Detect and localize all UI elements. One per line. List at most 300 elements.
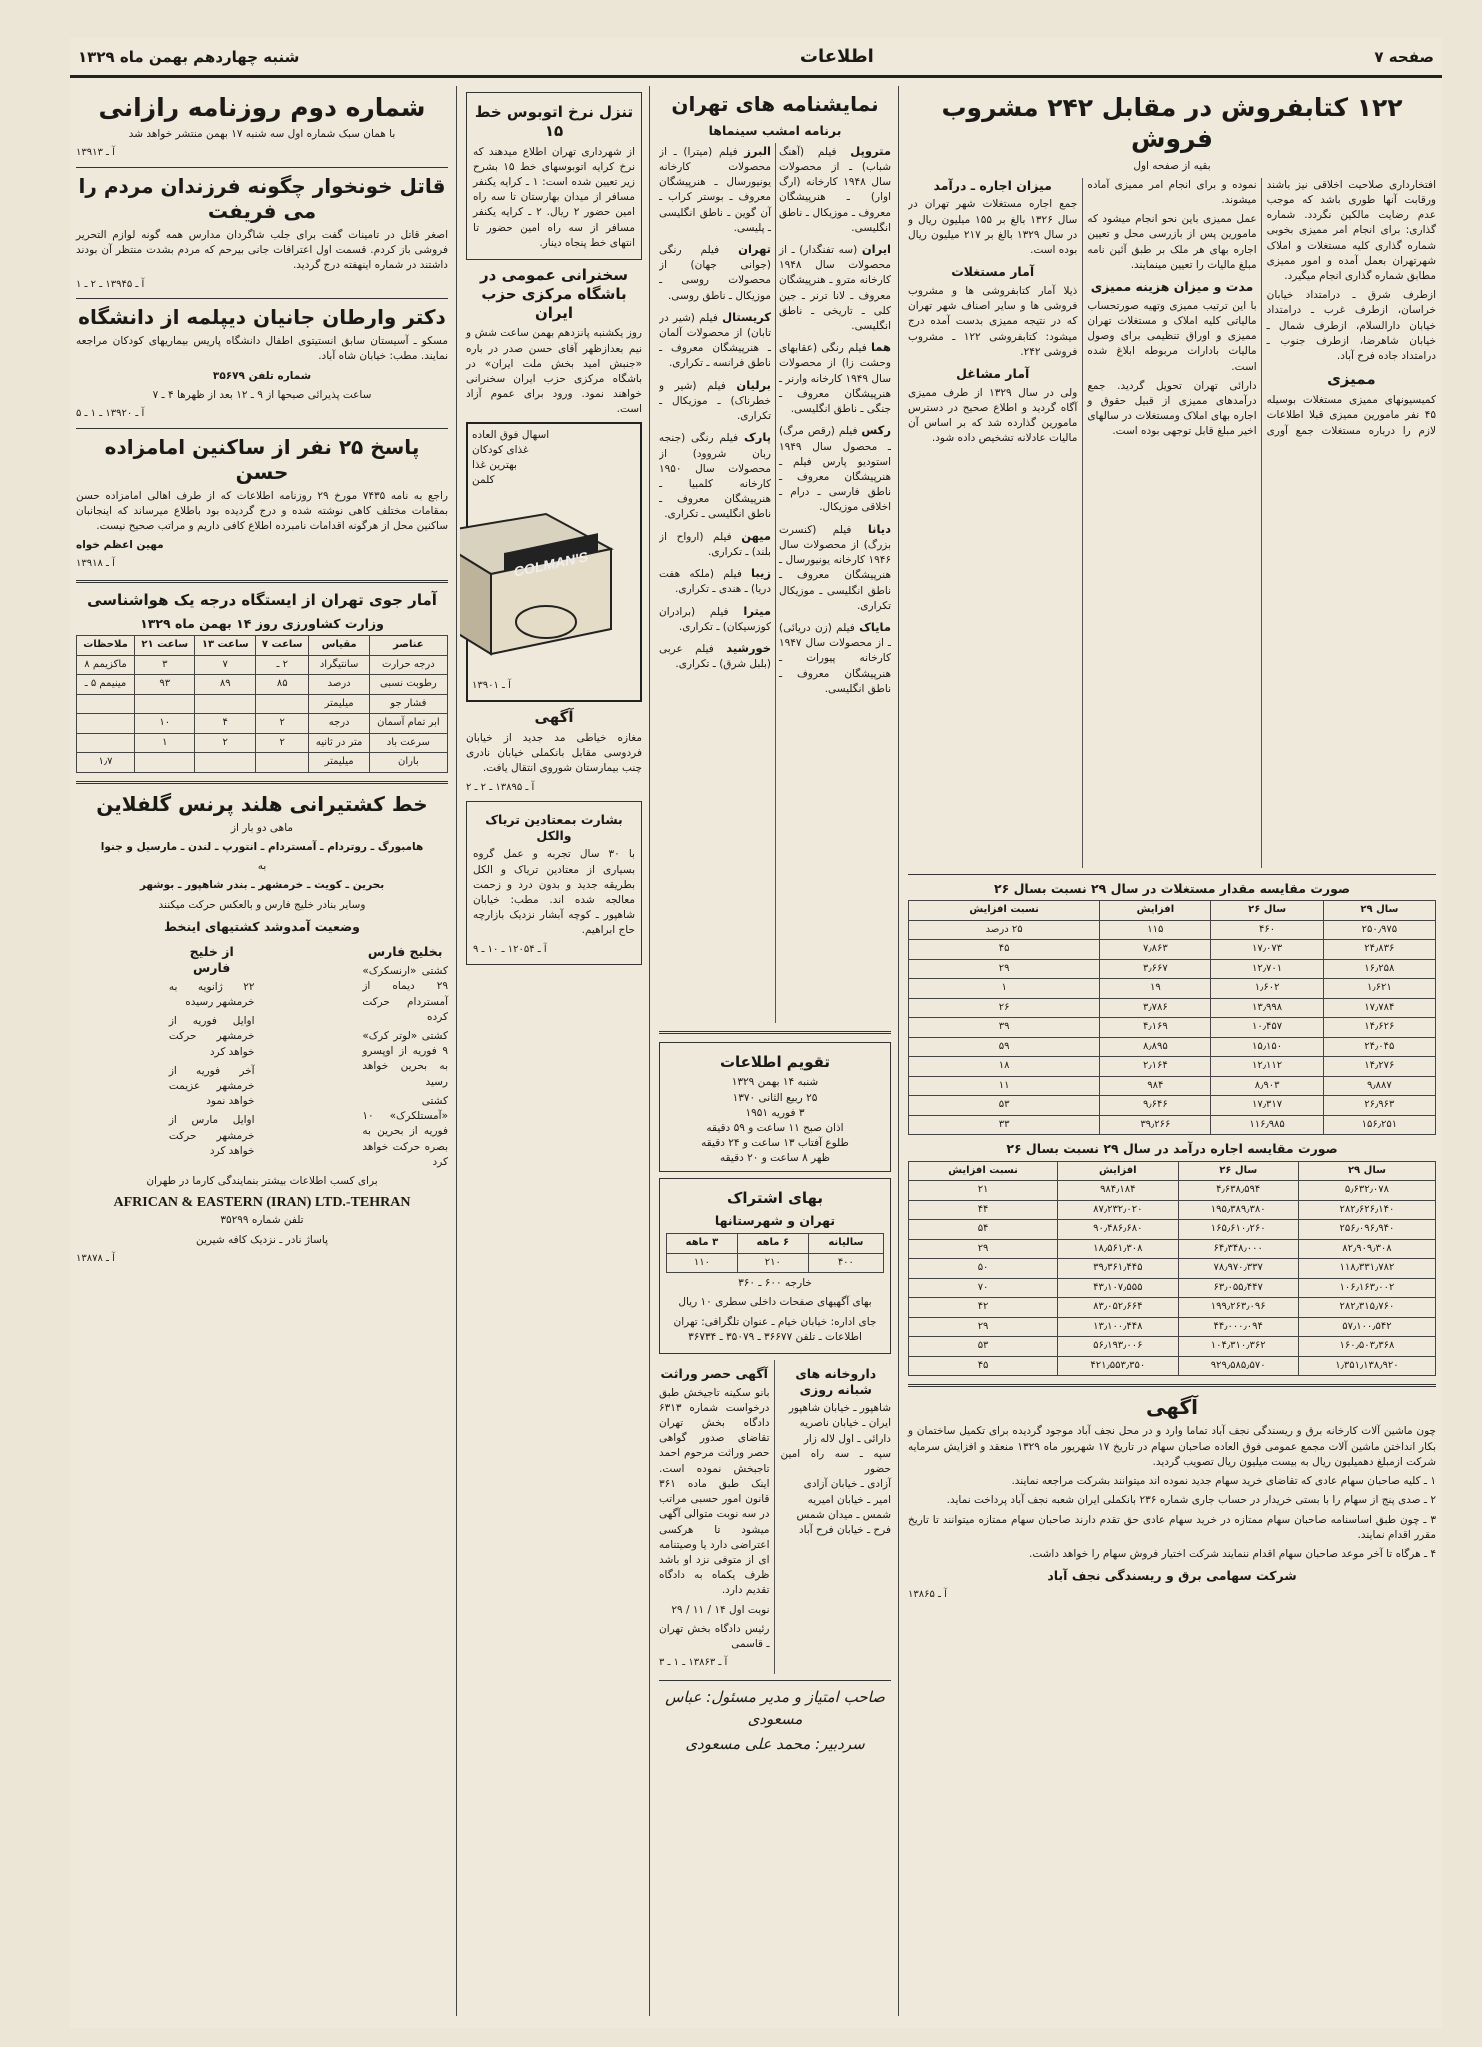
table-cell [255, 694, 309, 714]
cinema-description: فیلم رنگی (جوانی جهان) از محصولات روسی ـ موزیکال ـ ناطق روسی. [659, 243, 771, 302]
subscription-title: بهای اشتراک [727, 1188, 823, 1207]
table-cell: ماکزیمم ۸ [77, 655, 135, 675]
table-cell: ۴ [195, 714, 255, 734]
table-header-cell: ملاحظات [77, 636, 135, 656]
pharmacy-item: ایران ـ خیابان ناصریه [799, 1417, 891, 1430]
subscription-box [659, 1178, 891, 1354]
issue-date: شنبه چهاردهم بهمن ماه ۱۳۲۹ [78, 47, 300, 66]
cinema-listing [659, 377, 771, 425]
weather-table [76, 635, 448, 773]
table-cell: ۲ [195, 733, 255, 753]
cinema-description: فیلم (زن دریائی) ـ از محصولات سال ۱۹۴۷ کارخانه پیورات ـ هنرپیشگان معروف ـ ناطق انگلیسی. [779, 621, 891, 695]
reply-body: راجع به نامه ۷۴۳۵ مورخ ۲۹ روزنامه اطلاعات که از طرف اهالی امامزاده حسن بمقامات مختلف کاهی نوشته شده و درج گردیده بود باطلاع میرساند که اینجانبان ساکنین محل از هرگونه اقدامات نامبرده اطلاع کافی داریم و مراتب صحیح نیست. [76, 489, 448, 532]
calendar-line: ۳ فوریه ۱۹۵۱ [745, 1106, 805, 1119]
shipping-ports: هامبورگ ـ روتردام ـ آمستردام ـ انتورپ ـ لندن ـ مارسیل و جنوا [100, 840, 424, 853]
cinema-name: هما [870, 340, 891, 355]
table-header-cell: نسبت افزایش [909, 1161, 1058, 1181]
table-row [909, 1200, 1436, 1220]
table-cell: ۱۶۰٫۵۰۳٫۳۶۸ [1298, 1337, 1435, 1357]
pharmacy-item: امیر ـ خیابان امیریه [807, 1493, 891, 1506]
addiction-ad-code: آ ـ ۱۲۰۵۴ ـ ۱۰ ـ ۹ [473, 943, 547, 955]
cinema-description: فیلم (میترا) ـ از محصولات کارخانه یونیورسال ـ هنرپیشگان معروف ـ بوستر کراب ـ آن گوین ـ ناطق انگلیسی ـ پلیسی. [659, 145, 771, 234]
table-cell: ۱۷٫۷۸۴ [1323, 998, 1435, 1018]
subscription-foreign: خارجه ۶۰۰ ـ ۳۶۰ [738, 1277, 812, 1290]
table-cell: ۵۶٫۱۹۳٫۰۰۶ [1058, 1337, 1178, 1357]
table-cell: ۲۶٫۹۶۳ [1323, 1096, 1435, 1116]
table-cell: ۸۵ [255, 675, 309, 695]
table-cell: ۱٫۳۵۱٫۱۳۸٫۹۲۰ [1298, 1356, 1435, 1376]
inheritance-body: بانو سکینه تاجیخش طبق درخواست شماره ۶۳۱۳ دادگاه بخش تهران تقاضای صدور گواهی حصر وراثت مرحوم احمد تاجبخش نموده است. اینک طبق ماده ۳۶۱ قانون امور حسبی مراتب در سه نوبت متوالی آگهی میشود تا هرکسی اعتراضی دارد یا وصیتنامه ای از متوفی نزد او باشد ظرف یکماه به دادگاه تقدیم دارد. [659, 1386, 770, 1597]
table-cell: فشار جو [369, 694, 447, 714]
brand-label: COLMAN'S [513, 548, 589, 581]
cinema-description: فیلم (ملکه هفت دریا) ـ هندی ـ تکراری. [659, 568, 771, 596]
subscription-subtitle: تهران و شهرستانها [714, 1213, 836, 1229]
addiction-ad-title: بشارت بمعتادین تریاک والکل [485, 812, 623, 843]
table-cell: متر در ثانیه [309, 733, 369, 753]
addiction-ad [466, 801, 642, 965]
pharmacy-item: آزادی ـ خیابان آزادی [803, 1478, 891, 1491]
table-cell: ۹٫۸۸۷ [1323, 1076, 1435, 1096]
ship-entry: کشتی «لوتر کرک» ۹ فوریه از اوپسرو به بحرین خواهد رسید [362, 1029, 448, 1088]
shipping-status: وضعیت آمدوشد کشتیهای اینخط [164, 918, 360, 934]
table-cell: ۱۰ [135, 714, 195, 734]
reply-sign: مهین اعظم خواه [76, 539, 164, 552]
table-cell: ۱۲٫۷۰۱ [1211, 959, 1323, 979]
table-cell: ۲۶ [909, 998, 1100, 1018]
table2-title: صورت مقایسه اجاره درآمد در سال ۲۹ نسبت بسال ۲۶ [1006, 1141, 1338, 1157]
tailor-notice-title: آگهی [534, 708, 574, 727]
cinema-listing [779, 241, 891, 334]
inheritance-notice [659, 1360, 775, 1674]
lecture-title: سخنرانی عمومی در باشگاه مرکزی حزب ایران [480, 266, 628, 322]
article-paragraph: کمیسیونهای ممیزی مستغلات بوسیله ۴۵ نفر مامورین ممیزی قبلا اطلاعات لازم را درباره مستغلات جمع آوری نموده و برای انجام امر ممیزی آماده میشوند. [1087, 178, 1436, 437]
table-cell [135, 753, 195, 773]
table-cell: ۳ [135, 655, 195, 675]
cinema-listing [659, 241, 771, 304]
colmans-ad-text [472, 428, 636, 489]
cinema-listing [779, 339, 891, 417]
doctor-headline: دکتر وارطان جانیان دیپلمه از دانشگاه [78, 305, 446, 330]
cinema-name: مایاک [859, 619, 891, 634]
from-gulf-list [76, 938, 255, 1173]
table-cell: ۲۸۲٫۳۱۵٫۷۶۰ [1298, 1298, 1435, 1318]
table-cell: رطوبت نسبی [369, 675, 447, 695]
cinema-name: دیانا [867, 521, 891, 536]
cinema-name: البرز [744, 143, 771, 158]
killer-headline: قاتل خونخوار چگونه فرزندان مردم را می فریفت [78, 173, 446, 223]
article-paragraph: ولی در سال ۱۳۲۹ از طرف ممیزی آگاه گردید و اطلاع صحیح در دسترس مامورین گذارده شد که بر اساس آن مالیات عادلانه تشخیص داده شود. [908, 386, 1078, 445]
table-cell: ۸۷٫۲۳۲٫۰۲۰ [1058, 1200, 1178, 1220]
table-cell: ۱۸٫۵۶۱٫۳۰۸ [1058, 1239, 1178, 1259]
notice-items [908, 1474, 1436, 1562]
table-cell: ۱۱۸٫۳۳۱٫۷۸۲ [1298, 1259, 1435, 1279]
cinema-name: خورشید [726, 640, 771, 655]
calendar-line: شنبه ۱۴ بهمن ۱۳۲۹ [731, 1076, 819, 1089]
cinema-listing [779, 521, 891, 614]
colmans-ad-line: کلمن [472, 474, 495, 487]
notice-title: آگهی [1146, 1395, 1198, 1420]
table-row [909, 1181, 1436, 1201]
table-cell: باران [369, 753, 447, 773]
table-cell: ۲٫۱۶۴ [1100, 1057, 1211, 1077]
killer-body: اصغر قاتل در تامینات گفت برای جلب شاگردان مدارس همه گونه لوازم التحریر فروشی باز کردم. قسمت اول اعترافات جانی بیرحم که مردم بشدت منتظر آن بودند داشتند در شماره اینهفته درج گردید. [76, 228, 448, 272]
table-cell: ۱۴٫۲۷۶ [1323, 1057, 1435, 1077]
table-cell: ۲ [255, 714, 309, 734]
table-row [77, 675, 448, 695]
ship-entry: اوایل مارس از خرمشهر حرکت خواهد کرد [168, 1114, 255, 1157]
table-cell: ۲۴٫۰۴۵ [1323, 1037, 1435, 1057]
cinema-name: برلیان [736, 377, 771, 392]
table-cell: ۳٫۶۶۷ [1100, 959, 1211, 979]
program-subtitle: برنامه امشب سینماها [708, 123, 842, 138]
table-cell: ۱۹۹٫۲۶۳٫۰۹۶ [1178, 1298, 1298, 1318]
table-cell: ۷٫۸۶۳ [1100, 940, 1211, 960]
table-row [909, 1057, 1436, 1077]
subscription-price: ۲۱۰ [737, 1253, 808, 1273]
table-cell: مینیمم ۵ ـ [77, 675, 135, 695]
company-address: پاساژ نادر ـ نزدیک کافه شیرین [195, 1233, 329, 1246]
table-cell: ۳۹ [909, 1018, 1100, 1038]
pharmacies-title: داروخانه های شبانه روزی [795, 1365, 877, 1397]
pharmacy-item: شمس ـ میدان شمس [796, 1508, 891, 1521]
table-row [909, 1115, 1436, 1135]
calendar-line: اذان صبح ۱۱ ساعت و ۵۹ دقیقه [706, 1122, 844, 1135]
doctor-body: مسکو ـ آسیستان سابق انستیتوی اطفال دانشگاه پاریس بیماریهای کودکان مراجعه نمایند. مطب: خیابان شاه آباد. [76, 335, 448, 363]
addiction-ad-body: با ۳۰ سال تجربه و عمل گروه بسیاری از معتادین تریاک و الکل بطریقه جدید و بدون درد و زحمت معالجه شده اند. مطب: خیابان شاهپور ـ کوچه آبشار نزدیک بازارچه حاج ابراهیم. [473, 848, 635, 937]
table-cell: ۸٫۹۰۳ [1211, 1076, 1323, 1096]
cinema-listing [779, 422, 891, 515]
table-header-cell: سال ۲۶ [1211, 901, 1323, 921]
table-cell: ۱۰۶٫۱۶۳٫۰۰۲ [1298, 1278, 1435, 1298]
weather-title: آمار جوی تهران از ایستگاه درجه یک هواشناسی [87, 590, 437, 609]
table-cell: ۲ [255, 733, 309, 753]
table-cell: ۱۰٫۴۵۷ [1211, 1018, 1323, 1038]
table-row [909, 1259, 1436, 1279]
masthead [70, 38, 1442, 78]
cinema-listing [659, 528, 771, 560]
table-cell: ۴۲ [909, 1298, 1058, 1318]
pharmacy-item: دارائی ـ اول لاله زار [803, 1432, 891, 1445]
table-row [909, 1018, 1436, 1038]
owner-signature: صاحب امتیاز و مدیر مسئول: عباس مسعودی [665, 1687, 885, 1728]
calendar-lines [666, 1075, 884, 1166]
table-cell: ۴۴٫۰۰۰٫۰۹۴ [1178, 1317, 1298, 1337]
table-cell: ۹۸۴ [1100, 1076, 1211, 1096]
cinema-name: کریستال [722, 309, 771, 324]
table-cell: سانتیگراد [309, 655, 369, 675]
program-title: نمایشنامه های تهران [671, 92, 879, 116]
calendar-line: ظهر ۸ ساعت و ۲۰ دقیقه [719, 1152, 831, 1165]
table-cell: ۱۹ [1100, 979, 1211, 999]
table-cell: ۵۰ [909, 1259, 1058, 1279]
table-cell: ۸۲٫۹۰۹٫۳۰۸ [1298, 1239, 1435, 1259]
shipping-note: وسایر بنادر خلیج فارس و بالعکس حرکت میکنند [158, 898, 366, 911]
subscription-price: ۴۰۰ [808, 1253, 883, 1273]
shipping-destinations: بحرین ـ کویت ـ خرمشهر ـ بندر شاهپور ـ بوشهر [139, 879, 385, 892]
table-cell: درصد [309, 675, 369, 695]
table-row [77, 655, 448, 675]
cinema-name: تهران [738, 241, 771, 256]
ship-entry: کشتی «آمستلکرک» ۱۰ فوریه از بحرین به بصره حرکت خواهد کرد [362, 1094, 448, 1168]
table-cell: ۸۹ [195, 675, 255, 695]
table-cell: ۱۱ [909, 1076, 1100, 1096]
reply-headline: پاسخ ۲۵ نفر از ساکنین امامزاده حسن [104, 434, 420, 484]
cinema-listing [659, 565, 771, 597]
table-cell: ۴۵ [909, 940, 1100, 960]
table-cell: ۳٫۷۸۶ [1100, 998, 1211, 1018]
table-cell: ۵۴ [909, 1220, 1058, 1240]
ship-entry: اوایل فوریه از خرمشهر حرکت خواهد کرد [168, 1015, 255, 1058]
subscription-note: بهای آگهیهای صفحات داخلی سطری ۱۰ ریال [678, 1296, 872, 1309]
table-row [77, 714, 448, 734]
article-paragraph: عمل ممیزی باین نحو انجام میشود که مامورین پس از بازرسی محل و تعیین اجاره بهای هر ملک بر طبق آئین نامه مبلغ مالیات را تعیین مینمایند. [1087, 213, 1257, 271]
table-row [909, 1037, 1436, 1057]
table-cell: ۲۱ [909, 1181, 1058, 1201]
razani-headline: شماره دوم روزنامه رازانی [98, 93, 426, 122]
table-cell: ۴٫۱۶۹ [1100, 1018, 1211, 1038]
table-cell: ۲۹ [909, 1317, 1058, 1337]
table-cell: ۱۱۵ [1100, 920, 1211, 940]
table-cell: ۱۰۴٫۳۱۰٫۳۶۲ [1178, 1337, 1298, 1357]
ship-entry: کشتی «ارنسکرک» ۲۹ دیماه از آمستردام حرکت کرده [362, 965, 448, 1023]
calendar-box [659, 1042, 891, 1172]
cinema-description: فیلم (رقص مرگ) ـ محصول سال ۱۹۴۹ استودیو پارس فیلم ـ هنرپیشگان معروف ـ ناطق فارسی ـ درام ـ اخلاقی موزیکال. [779, 425, 891, 514]
cinema-description: (سه تفنگدار) ـ از محصولات سال ۱۹۴۸ کارخانه مترو ـ هنرپیشگان معروف ـ لانا ترنر ـ جین کلی ـ تاریخی ـ ناطق انگلیسی. [779, 243, 891, 333]
table-row [909, 1220, 1436, 1240]
table-cell: ۶۳٫۰۵۵٫۴۴۷ [1178, 1278, 1298, 1298]
table-cell: ۱ [135, 733, 195, 753]
pharmacy-item: شاهپور ـ خیابان شاهپور [788, 1402, 891, 1415]
article-paragraph: جمع اجاره مستغلات شهر تهران در سال ۱۳۲۶ بالغ بر ۱۵۵ میلیون ریال و در سال ۱۳۲۹ بالغ بر ۲۱۷ میلیون ریال بوده است. [908, 198, 1078, 256]
listings-column [653, 86, 897, 2016]
table-cell: ۷۰ [909, 1278, 1058, 1298]
company-code: آ ـ ۱۳۸۷۸ [76, 1252, 115, 1264]
paper-name: اطلاعات [799, 46, 874, 67]
table-cell [255, 753, 309, 773]
to-gulf-list [269, 938, 448, 1173]
cinema-listing [659, 143, 771, 236]
table-cell: ۱۵۶٫۲۵۱ [1323, 1115, 1435, 1135]
table-cell: ۲۵ درصد [909, 920, 1100, 940]
table-cell: ۱۴٫۶۲۶ [1323, 1018, 1435, 1038]
table-header-cell: ساعت ۱۳ [195, 636, 255, 656]
cinema-description: فیلم (شیر در تابان) از محصولات آلمان ـ هنرپیشگان معروف ـ ناطق فرانسه ـ تکراری. [659, 311, 771, 370]
table-row [909, 998, 1436, 1018]
cinema-listing [659, 640, 771, 672]
tailor-notice-body: مغازه خیاطی مد جدید از خیابان فردوسی مقابل بانکملی خیابان نادری چنب بیمارستان شوروی انتقال یافت. [466, 731, 642, 775]
subscription-header: سالیانه [808, 1234, 883, 1254]
table-cell: ۲۹ [909, 1239, 1058, 1259]
calendar-line: ۲۵ ربیع الثانی ۱۳۷۰ [732, 1091, 818, 1104]
table-row [909, 940, 1436, 960]
article-paragraph: دارائی تهران تحویل گردید. جمع درآمدهای ممیزی از قبیل حقوق و اجاره بهای املاک ومستغلات در سالهای اخیر مبلغ قابل توجهی بوده است. [1087, 379, 1257, 438]
table-cell: ۹۳ [135, 675, 195, 695]
table-row [909, 1076, 1436, 1096]
table-cell: ۱۳٫۱۰۰٫۴۴۸ [1058, 1317, 1178, 1337]
table-cell: ۲۴٫۸۳۶ [1323, 940, 1435, 960]
killer-code: آ ـ ۱۳۹۴۵ ـ ۲ ـ ۱ [76, 278, 145, 290]
article-subhead: مدت و میزان هزینه ممیزی [1090, 279, 1254, 295]
pharmacies-list [781, 1401, 892, 1538]
bus-fare-title: تنزل نرخ اتوبوس خط ۱۵ [474, 103, 634, 140]
cinema-description: فیلم (کنسرت بزرگ) از محصولات سال ۱۹۴۶ کارخانه یونیورسال ـ هنرپیشگان معروف ـ ناطق انگلیسی ـ موزیکال تکراری. [779, 523, 891, 612]
calendar-title: تقویم اطلاعات [719, 1052, 831, 1071]
table1-title: صورت مقایسه مقدار مستغلات در سال ۲۹ نسبت بسال ۲۶ [993, 880, 1351, 896]
table-cell: ۴۵ [909, 1356, 1058, 1376]
cinema-name: متروپل [850, 143, 891, 158]
table-cell: ۱۲٫۱۱۲ [1211, 1057, 1323, 1077]
table-cell: ۹۲۹٫۵۸۵٫۵۷۰ [1178, 1356, 1298, 1376]
colmans-ad-line: غذای کودکان [472, 443, 529, 456]
table-cell [77, 714, 135, 734]
shipping-schedule [76, 938, 448, 1173]
table-cell: ۲۹ [909, 959, 1100, 979]
cinema-listing [779, 619, 891, 697]
table-cell: ۲۵۶٫۰۹۶٫۹۴۰ [1298, 1220, 1435, 1240]
table-cell: ۱ [909, 979, 1100, 999]
office-address: جای اداره: خیابان خیام ـ عنوان تلگرافی: تهران اطلاعات ـ تلفن ۳۶۶۷۷ ـ ۳۵۰۷۹ ـ ۳۶۷۳۴ [673, 1315, 877, 1343]
table-cell: میلیمتر [309, 694, 369, 714]
table-cell: ۱۱۶٫۹۸۵ [1211, 1115, 1323, 1135]
table-cell: ۹۸۴٫۱۸۴ [1058, 1181, 1178, 1201]
shipping-sub: ماهی دو بار از [230, 821, 294, 834]
cinema-name: ایران [861, 241, 891, 256]
newspaper-page [70, 38, 1442, 2028]
table-cell: ۱۷٫۳۱۷ [1211, 1096, 1323, 1116]
table-row [909, 1239, 1436, 1259]
article-subhead: میزان اجاره ـ درآمد [933, 177, 1052, 193]
page-number: صفحه ۷ [1374, 47, 1434, 66]
cinema-description: فیلم (ارواح از بلند) ـ تکراری. [659, 530, 771, 558]
inheritance-code: آ ـ ۱۳۸۶۳ ـ ۱ ـ ۳ [659, 1657, 728, 1669]
table-cell: ۱۹۵٫۳۸۹٫۳۸۰ [1178, 1200, 1298, 1220]
cinema-description: فیلم رنگی (عقابهای وحشت زا) از محصولات سال ۱۹۴۹ کارخانه وارنر ـ هنرپیشگان معروف ـ جنگی ـ ناطق انگلیسی. [779, 342, 891, 416]
table-row [909, 1298, 1436, 1318]
table-row [909, 1356, 1436, 1376]
subscription-price: ۱۱۰ [667, 1253, 738, 1273]
colmans-ad-line: بهترین غذا [472, 459, 517, 472]
table-cell: ۱٫۶۰۲ [1211, 979, 1323, 999]
subscription-header: ۳ ماهه [667, 1234, 738, 1254]
cinema-name: پارک [743, 430, 771, 445]
table-cell: ۲۸۲٫۶۲۶٫۱۴۰ [1298, 1200, 1435, 1220]
table-cell: ۱۶۵٫۶۱۰٫۲۶۰ [1178, 1220, 1298, 1240]
notice-item: ۳ ـ چون طبق اساسنامه صاحبان سهام ممتازه در خرید سهام عادی حق تقدم دارند صاحبان سهام ممتازه میتوانند تا تاریخ مقرر اقدام نمایند. [908, 1513, 1436, 1541]
table-cell: سرعت باد [369, 733, 447, 753]
main-article-column [902, 86, 1442, 2016]
table-cell: میلیمتر [309, 753, 369, 773]
table-row [77, 733, 448, 753]
inheritance-date: نوبت اول ۱۴ / ۱۱ / ۲۹ [671, 1603, 770, 1616]
cinema-name: زیبا [751, 566, 771, 581]
notice-signature: شرکت سهامی برق و ریسندگی نجف آباد [1047, 1568, 1297, 1584]
editor-signature: سردبیر: محمد علی مسعودی [685, 1735, 865, 1754]
notice-item: ۲ ـ صدی پنج از سهام را با بستی خریدار در حساب جاری شماره ۲۳۶ بانکملی ایران شعبه نجف آباد پرداخت نماید. [946, 1494, 1436, 1507]
ship-entry: آخر فوریه از خرمشهر عزیمت خواهد نمود [168, 1064, 255, 1108]
rent-income-table [908, 1161, 1436, 1377]
continued-note: بقیه از صفحه اول [1133, 159, 1211, 172]
cinema-name: میترا [743, 603, 771, 618]
table-row [909, 1096, 1436, 1116]
razani-code: آ ـ ۱۳۹۱۳ [76, 147, 115, 159]
table-cell: ۹٫۶۴۶ [1100, 1096, 1211, 1116]
table-cell: ۵۷٫۱۰۰٫۵۴۲ [1298, 1317, 1435, 1337]
table-cell: ۶۴٫۳۴۸٫۰۰۰ [1178, 1239, 1298, 1259]
table-header-cell: عناصر [369, 636, 447, 656]
colmans-ad-code: آ ـ ۱۳۹۰۱ [472, 679, 511, 691]
table-cell: ۲۵۰٫۹۷۵ [1323, 920, 1435, 940]
article-body [908, 178, 1436, 868]
table-cell: ۴۲۱٫۵۵۳٫۳۵۰ [1058, 1356, 1178, 1376]
doctor-code: آ ـ ۱۳۹۲۰ ـ ۱ ـ ۵ [76, 408, 145, 419]
table-cell [77, 733, 135, 753]
article-paragraph: ازطرف شرق ـ درامتداد خیابان خراسان، ازطرف غرب ـ درامتداد خیابان دارالسلام، ازطرف شمال ـ خیابان شاهرضا، ازطرف جنوب ـ درامتداد جاده فرح آباد. [1266, 289, 1436, 363]
tailor-notice-code: آ ـ ۱۳۸۹۵ ـ ۲ ـ ۲ [466, 781, 535, 793]
colmans-ad [466, 422, 642, 703]
table-cell: ۱٫۶۲۱ [1323, 979, 1435, 999]
cinema-listing [659, 309, 771, 372]
cinema-description: فیلم (برادران کوزسیکان) ـ تکراری. [659, 605, 771, 633]
table-cell: ۱۵٫۱۵۰ [1211, 1037, 1323, 1057]
table-cell: ۱۳٫۹۹۸ [1211, 998, 1323, 1018]
notice-code: آ ـ ۱۳۸۶۵ [908, 1588, 947, 1600]
left-column [70, 86, 454, 2016]
article-subhead: آمار مشاغل [956, 365, 1030, 381]
pharmacy-item: فرح ـ خیابان فرح آباد [798, 1523, 891, 1536]
cinema-description: فیلم (شیر و خطرناک) ـ موزیکال ـ تکراری. [659, 379, 771, 423]
table-cell: ۴۴ [909, 1200, 1058, 1220]
doctor-hours: ساعت پذیرائی صبحها از ۹ ـ ۱۲ بعد از ظهرها ۴ ـ ۷ [152, 388, 372, 401]
table-cell: ۵۳ [909, 1337, 1058, 1357]
from-gulf-title: از خلیج فارس [189, 944, 234, 976]
table-cell: ۸۳٫۰۵۲٫۶۶۴ [1058, 1298, 1178, 1318]
table-cell: ۱۷٫۰۷۳ [1211, 940, 1323, 960]
company-phone: تلفن شماره ۳۵۲۹۹ [220, 1214, 304, 1227]
shipping-agent: برای کسب اطلاعات بیشتر بنمایندگی کارما در طهران [146, 1174, 378, 1187]
article-paragraph: با این ترتیب ممیزی وتهیه صورتحساب مالیاتی کلیه املاک و مستغلات تهران ممیزی و اوراق تنظیمی برای وصول مالیات بادارات مربوطه ابلاغ شده است. [1087, 299, 1257, 373]
table-row [909, 1337, 1436, 1357]
table-cell: ۱٫۷ [77, 753, 135, 773]
table-row [909, 959, 1436, 979]
table-cell: ابر تمام آسمان [369, 714, 447, 734]
cinema-description: فیلم رنگی (جنجه ربان شروود) از محصولات سال ۱۹۵۰ کارخانه کلمبیا ـ هنرپیشگان معروف ـ ناطق انگلیسی ـ تکراری. [659, 432, 771, 521]
table-cell: ۷۸٫۹۷۰٫۳۳۷ [1178, 1259, 1298, 1279]
table-cell: ۹۰٫۴۸۶٫۶۸۰ [1058, 1220, 1178, 1240]
doctor-phone: شماره تلفن ۳۵۶۷۹ [212, 369, 312, 382]
subscription-table [666, 1233, 884, 1273]
article-paragraph: ذیلا آمار کتابفروشی ها و مشروب فروشی ها و سایر اصناف شهر تهران که در نتیجه ممیزی بدست آمده درج میشود: کتابفروشی ۱۲۲ ـ مشروب فروشی ۲۴۲. [908, 284, 1078, 358]
mustard-tin-illustration [460, 494, 636, 664]
bus-fare-box [466, 92, 642, 260]
table-cell: ۳۹٫۲۶۶ [1100, 1115, 1211, 1135]
table-header-cell: مقیاس [309, 636, 369, 656]
colmans-ad-line: اسهال فوق العاده [472, 428, 550, 441]
table-header-cell: افزایش [1058, 1161, 1178, 1181]
inheritance-title: آگهی حصر وراثت [660, 1365, 768, 1381]
table-cell: ۸٫۸۹۵ [1100, 1037, 1211, 1057]
table-row [909, 1317, 1436, 1337]
table-cell: ۷ [195, 655, 255, 675]
cinema-description: فیلم (آهنگ شباب) ـ از محصولات سال ۱۹۴۸ کارخانه (ارگ اوار) ـ هنرپیشگان معروف ـ موزیکال ـ ناطق انگلیسی. [779, 145, 891, 234]
table-cell: ۵۳ [909, 1096, 1100, 1116]
notice-item: ۴ ـ هرگاه تا آخر موعد صاحبان سهام اقدام ننمایند شرکت اختیار فروش سهام را خواهد داشت. [1028, 1548, 1436, 1560]
table-cell: ۲ ـ [255, 655, 309, 675]
company-name: AFRICAN & EASTERN (IRAN) LTD.-TEHRAN [113, 1195, 411, 1211]
lecture-body: روز یکشنبه پانزدهم بهمن ساعت شش و نیم بعدازظهر آقای حسن صدر در باره «جنبش امید بخش ملت ایران» در باشگاه مرکزی حزب ایران سخنرانی خواهند نمود. ورود برای عموم آزاد است. [466, 327, 642, 416]
table-cell: ۳۹٫۳۶۱٫۴۴۵ [1058, 1259, 1178, 1279]
pharmacy-item: سپه ـ سه راه امین حضور [780, 1447, 891, 1476]
cinema-listing [659, 603, 771, 635]
